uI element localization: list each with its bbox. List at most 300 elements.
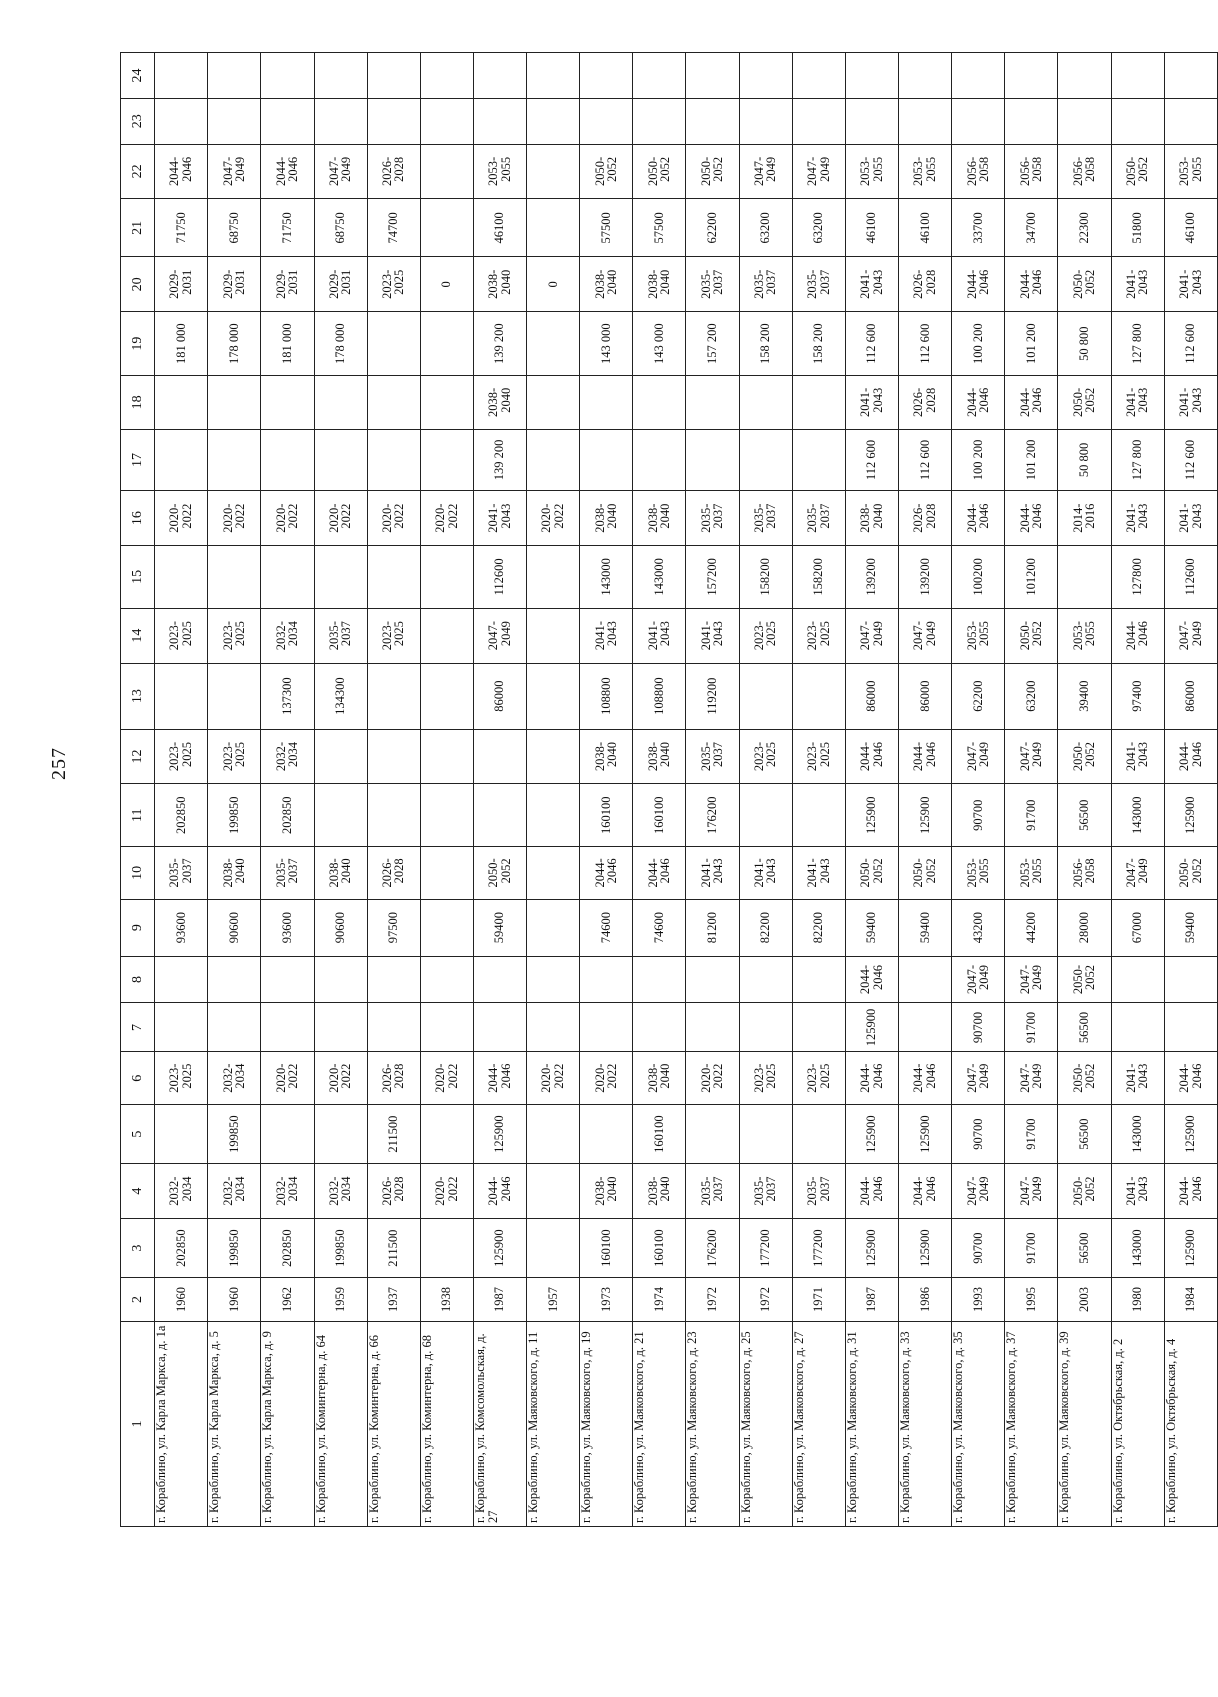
table-cell: 50 800 bbox=[1058, 312, 1111, 376]
year-range: 2026- 2028 bbox=[379, 1063, 407, 1093]
table-cell: 34700 bbox=[1005, 199, 1058, 257]
year-range: 2044- 2046 bbox=[858, 741, 885, 772]
table-cell: 93600 bbox=[261, 899, 314, 956]
table-cell bbox=[845, 1164, 898, 1219]
year-range: 2038- 2040 bbox=[220, 858, 248, 888]
table-cell bbox=[1111, 847, 1164, 899]
table-cell bbox=[1164, 257, 1217, 312]
table-row bbox=[899, 53, 952, 1527]
year-range: 2035- 2037 bbox=[698, 741, 726, 772]
year-range: 2038- 2040 bbox=[326, 858, 354, 888]
table-cell bbox=[473, 257, 526, 312]
table-cell bbox=[261, 608, 314, 663]
year-range: 2041- 2043 bbox=[1123, 1063, 1151, 1093]
year-range: 2014- 2016 bbox=[1070, 503, 1098, 533]
table-cell bbox=[1005, 257, 1058, 312]
table-cell bbox=[899, 729, 952, 784]
table-cell: 100 200 bbox=[952, 312, 1005, 376]
table-cell bbox=[686, 376, 739, 430]
address-cell: г. Кораблино, ул. Коминтерна, д. 66 bbox=[367, 1321, 420, 1526]
table-cell bbox=[420, 1219, 473, 1278]
year-range: 2041- 2043 bbox=[805, 858, 832, 888]
table-cell: 28000 bbox=[1058, 899, 1111, 956]
table-cell bbox=[792, 608, 845, 663]
column-header: 7 bbox=[121, 1003, 155, 1052]
year-range: 2044- 2046 bbox=[964, 387, 991, 417]
year-range: 2038- 2040 bbox=[645, 503, 673, 533]
table-cell bbox=[367, 98, 420, 144]
table-cell bbox=[899, 1164, 952, 1219]
table-cell bbox=[155, 608, 208, 663]
column-header: 19 bbox=[121, 312, 155, 376]
table-cell bbox=[633, 257, 686, 312]
table-cell: 33700 bbox=[952, 199, 1005, 257]
year-range: 2041- 2043 bbox=[645, 621, 673, 651]
column-header: 22 bbox=[121, 144, 155, 199]
table-row bbox=[686, 53, 739, 1527]
year-range: 2038- 2040 bbox=[486, 269, 513, 299]
year-range: 2047- 2049 bbox=[805, 156, 832, 186]
table-cell bbox=[261, 257, 314, 312]
table-cell bbox=[580, 1052, 633, 1104]
table-cell: 112 600 bbox=[899, 429, 952, 491]
table-cell bbox=[739, 491, 792, 546]
table-cell: 100200 bbox=[952, 546, 1005, 609]
table-row bbox=[792, 53, 845, 1527]
table-cell bbox=[1111, 53, 1164, 99]
year-range: 2035- 2037 bbox=[167, 858, 194, 888]
table-cell: 160100 bbox=[580, 1219, 633, 1278]
table-cell bbox=[792, 98, 845, 144]
table-cell bbox=[314, 1052, 367, 1104]
address-cell: г. Кораблино, ул. Маяковского, д. 11 bbox=[527, 1321, 580, 1526]
year-range: 2047- 2049 bbox=[1017, 1063, 1045, 1093]
year-range: 2026- 2028 bbox=[911, 503, 938, 533]
table-cell: 44200 bbox=[1005, 899, 1058, 956]
table-cell bbox=[155, 1003, 208, 1052]
table-cell bbox=[1164, 144, 1217, 199]
address-cell: г. Кораблино, ул. Маяковского, д. 35 bbox=[952, 1321, 1005, 1526]
table-cell bbox=[420, 491, 473, 546]
table-cell: 125900 bbox=[845, 784, 898, 847]
table-cell: 39400 bbox=[1058, 663, 1111, 729]
rotated-table-container bbox=[120, 52, 1218, 1527]
table-cell bbox=[155, 429, 208, 491]
table-cell bbox=[208, 491, 261, 546]
address-cell: г. Кораблино, ул. Маяковского, д. 31 bbox=[845, 1321, 898, 1526]
year-range: 2053- 2055 bbox=[1070, 621, 1098, 651]
table-cell bbox=[952, 98, 1005, 144]
table-cell bbox=[792, 144, 845, 199]
table-row bbox=[1005, 53, 1058, 1527]
table-cell bbox=[1164, 491, 1217, 546]
table-cell bbox=[952, 1052, 1005, 1104]
table-cell: 74600 bbox=[633, 899, 686, 956]
year-range: 2026- 2028 bbox=[911, 387, 938, 417]
table-cell: 59400 bbox=[473, 899, 526, 956]
table-cell bbox=[792, 1104, 845, 1163]
column-header: 18 bbox=[121, 376, 155, 430]
table-cell bbox=[580, 144, 633, 199]
table-cell bbox=[580, 491, 633, 546]
year-range: 2041- 2043 bbox=[592, 621, 620, 651]
table-cell: 158 200 bbox=[792, 312, 845, 376]
year-range: 2023- 2025 bbox=[805, 1063, 832, 1093]
year-range: 2038- 2040 bbox=[486, 387, 513, 417]
year-range: 2044- 2046 bbox=[486, 1176, 513, 1206]
table-cell: 74600 bbox=[580, 899, 633, 956]
year-range: 2056- 2058 bbox=[964, 156, 991, 186]
table-cell: 202850 bbox=[261, 1219, 314, 1278]
table-cell bbox=[792, 429, 845, 491]
table-cell bbox=[686, 729, 739, 784]
year-range: 2047- 2049 bbox=[1177, 621, 1204, 651]
table-cell: 125900 bbox=[899, 1219, 952, 1278]
column-header: 17 bbox=[121, 429, 155, 491]
table-cell bbox=[420, 429, 473, 491]
year-range: 2047- 2049 bbox=[911, 621, 938, 651]
table-cell: 56500 bbox=[1058, 784, 1111, 847]
year-range: 2044- 2046 bbox=[911, 1176, 938, 1206]
year-range: 2056- 2058 bbox=[1070, 858, 1098, 888]
table-cell bbox=[739, 663, 792, 729]
year-range: 2035- 2037 bbox=[805, 269, 832, 299]
table-cell bbox=[473, 53, 526, 99]
table-cell bbox=[845, 144, 898, 199]
table-cell bbox=[580, 847, 633, 899]
table-cell bbox=[208, 257, 261, 312]
table-cell bbox=[420, 956, 473, 1003]
table-cell: 139200 bbox=[899, 546, 952, 609]
table-cell: 112 600 bbox=[845, 429, 898, 491]
table-cell bbox=[899, 53, 952, 99]
year-range: 2023- 2025 bbox=[167, 1063, 194, 1093]
table-cell bbox=[527, 98, 580, 144]
table-cell: 157200 bbox=[686, 546, 739, 609]
year-range: 2041- 2043 bbox=[1177, 503, 1204, 533]
table-cell bbox=[845, 98, 898, 144]
table-cell bbox=[367, 53, 420, 99]
table-cell: 199850 bbox=[314, 1219, 367, 1278]
year-range: 2026- 2028 bbox=[379, 156, 407, 186]
table-cell bbox=[367, 608, 420, 663]
year-range: 2029- 2031 bbox=[167, 269, 194, 299]
table-cell bbox=[792, 956, 845, 1003]
table-cell bbox=[952, 144, 1005, 199]
table-cell bbox=[261, 956, 314, 1003]
year-range: 2041- 2043 bbox=[1123, 269, 1151, 299]
year-range: 2041- 2043 bbox=[1123, 387, 1151, 417]
column-header: 21 bbox=[121, 199, 155, 257]
year-range: 2053- 2055 bbox=[1017, 858, 1045, 888]
table-cell bbox=[633, 491, 686, 546]
table-cell: 90700 bbox=[952, 1003, 1005, 1052]
table-cell: 63200 bbox=[1005, 663, 1058, 729]
table-cell bbox=[1005, 729, 1058, 784]
table-cell bbox=[208, 729, 261, 784]
table-cell: 125900 bbox=[899, 1104, 952, 1163]
table-cell: 1937 bbox=[367, 1278, 420, 1321]
year-range: 2044- 2046 bbox=[911, 741, 938, 772]
table-cell bbox=[155, 144, 208, 199]
table-cell bbox=[261, 1164, 314, 1219]
table-cell bbox=[899, 608, 952, 663]
year-range: 2050- 2052 bbox=[1070, 269, 1098, 299]
year-range: 2050- 2052 bbox=[1177, 858, 1204, 888]
table-cell bbox=[367, 1003, 420, 1052]
table-header-row bbox=[121, 53, 155, 1527]
table-cell bbox=[208, 546, 261, 609]
table-cell bbox=[261, 729, 314, 784]
table-cell bbox=[1058, 491, 1111, 546]
table-cell bbox=[314, 376, 367, 430]
table-cell bbox=[1164, 847, 1217, 899]
table-cell bbox=[208, 956, 261, 1003]
table-cell: 57500 bbox=[633, 199, 686, 257]
table-cell: 143 000 bbox=[633, 312, 686, 376]
table-cell: 1938 bbox=[420, 1278, 473, 1321]
table-cell: 1984 bbox=[1164, 1278, 1217, 1321]
year-range: 2041- 2043 bbox=[1177, 387, 1204, 417]
table-cell bbox=[952, 729, 1005, 784]
table-cell: 59400 bbox=[899, 899, 952, 956]
year-range: 2038- 2040 bbox=[592, 1176, 620, 1206]
table-cell bbox=[1111, 1052, 1164, 1104]
year-range: 2047- 2049 bbox=[858, 621, 885, 651]
year-range: 2023- 2025 bbox=[751, 741, 779, 772]
table-cell: 1972 bbox=[686, 1278, 739, 1321]
table-cell bbox=[314, 608, 367, 663]
address-cell: г. Кораблино, ул. Маяковского, д. 27 bbox=[792, 1321, 845, 1526]
year-range: 2020- 2022 bbox=[326, 1063, 354, 1093]
table-cell: 56500 bbox=[1058, 1104, 1111, 1163]
table-cell bbox=[420, 1164, 473, 1219]
year-range: 2056- 2058 bbox=[1017, 156, 1045, 186]
table-cell bbox=[792, 847, 845, 899]
table-cell bbox=[1111, 608, 1164, 663]
table-cell bbox=[952, 53, 1005, 99]
table-row bbox=[1111, 53, 1164, 1527]
table-cell bbox=[792, 784, 845, 847]
table-cell: 86000 bbox=[899, 663, 952, 729]
table-cell: 57500 bbox=[580, 199, 633, 257]
table-cell bbox=[527, 376, 580, 430]
table-cell: 134300 bbox=[314, 663, 367, 729]
table-cell: 143000 bbox=[1111, 1104, 1164, 1163]
table-cell: 1957 bbox=[527, 1278, 580, 1321]
table-cell bbox=[155, 1052, 208, 1104]
table-cell bbox=[686, 98, 739, 144]
table-cell: 1995 bbox=[1005, 1278, 1058, 1321]
year-range: 2035- 2037 bbox=[751, 503, 779, 533]
table-cell: 91700 bbox=[1005, 784, 1058, 847]
table-cell bbox=[686, 144, 739, 199]
table-cell bbox=[473, 1164, 526, 1219]
year-range: 2020- 2022 bbox=[273, 503, 301, 533]
table-row bbox=[367, 53, 420, 1527]
year-range: 2023- 2025 bbox=[220, 741, 248, 772]
year-range: 2032- 2034 bbox=[273, 621, 301, 651]
year-range: 2023- 2025 bbox=[167, 741, 194, 772]
table-cell bbox=[527, 312, 580, 376]
table-cell bbox=[792, 1003, 845, 1052]
table-cell: 1971 bbox=[792, 1278, 845, 1321]
year-range: 2044- 2046 bbox=[911, 1063, 938, 1093]
year-range: 2044- 2046 bbox=[167, 156, 194, 186]
address-cell: г. Кораблино, ул. Коминтерна, д. 68 bbox=[420, 1321, 473, 1526]
table-cell bbox=[633, 1003, 686, 1052]
table-cell bbox=[845, 956, 898, 1003]
table-cell bbox=[1111, 1003, 1164, 1052]
year-range: 2050- 2052 bbox=[911, 858, 938, 888]
address-cell: г. Кораблино, ул. Маяковского, д. 37 bbox=[1005, 1321, 1058, 1526]
table-cell bbox=[1164, 729, 1217, 784]
year-range: 2032- 2034 bbox=[220, 1063, 248, 1093]
table-cell bbox=[1058, 53, 1111, 99]
year-range: 2038- 2040 bbox=[645, 1063, 673, 1093]
year-range: 2044- 2046 bbox=[964, 269, 991, 299]
year-range: 2023- 2025 bbox=[751, 621, 779, 651]
table-cell bbox=[367, 1052, 420, 1104]
table-cell bbox=[739, 847, 792, 899]
table-cell bbox=[155, 98, 208, 144]
table-cell bbox=[633, 144, 686, 199]
table-cell bbox=[899, 376, 952, 430]
table-cell bbox=[739, 1052, 792, 1104]
table-cell bbox=[208, 429, 261, 491]
table-cell: 158 200 bbox=[739, 312, 792, 376]
table-row bbox=[208, 53, 261, 1527]
year-range: 2026- 2028 bbox=[379, 858, 407, 888]
table-cell bbox=[580, 1104, 633, 1163]
table-cell bbox=[420, 1003, 473, 1052]
table-cell: 1959 bbox=[314, 1278, 367, 1321]
column-header: 14 bbox=[121, 608, 155, 663]
table-cell: 202850 bbox=[155, 784, 208, 847]
table-cell bbox=[314, 429, 367, 491]
table-cell: 43200 bbox=[952, 899, 1005, 956]
table-cell: 81200 bbox=[686, 899, 739, 956]
year-range: 2032- 2034 bbox=[167, 1176, 194, 1206]
year-range: 2041- 2043 bbox=[698, 858, 726, 888]
year-range: 2053- 2055 bbox=[1177, 156, 1204, 186]
table-cell bbox=[633, 98, 686, 144]
table-cell: 101 200 bbox=[1005, 312, 1058, 376]
table-cell: 22300 bbox=[1058, 199, 1111, 257]
address-cell: г. Кораблино, ул. Маяковского, д. 25 bbox=[739, 1321, 792, 1526]
table-cell bbox=[580, 1164, 633, 1219]
address-cell: г. Кораблино, ул. Карла Маркса, д. 1а bbox=[155, 1321, 208, 1526]
table-cell: 177200 bbox=[792, 1219, 845, 1278]
year-range: 2032- 2034 bbox=[326, 1176, 354, 1206]
year-range: 2035- 2037 bbox=[698, 503, 726, 533]
table-cell bbox=[739, 608, 792, 663]
table-cell bbox=[367, 784, 420, 847]
table-row bbox=[1164, 53, 1217, 1527]
year-range: 2041- 2043 bbox=[858, 269, 885, 299]
table-cell: 108800 bbox=[633, 663, 686, 729]
table-cell: 112600 bbox=[473, 546, 526, 609]
table-cell: 56500 bbox=[1058, 1003, 1111, 1052]
table-cell bbox=[314, 546, 367, 609]
year-range: 2038- 2040 bbox=[645, 269, 673, 299]
table-cell bbox=[1111, 144, 1164, 199]
table-cell: 202850 bbox=[155, 1219, 208, 1278]
year-range: 2023- 2025 bbox=[379, 621, 407, 651]
table-cell bbox=[473, 491, 526, 546]
year-range: 2047- 2049 bbox=[220, 156, 248, 186]
table-cell bbox=[261, 144, 314, 199]
table-cell: 1986 bbox=[899, 1278, 952, 1321]
table-cell bbox=[420, 729, 473, 784]
table-cell bbox=[527, 53, 580, 99]
table-cell bbox=[1058, 376, 1111, 430]
table-cell bbox=[739, 98, 792, 144]
table-cell: 46100 bbox=[845, 199, 898, 257]
table-cell bbox=[1111, 257, 1164, 312]
table-cell bbox=[473, 1003, 526, 1052]
table-cell bbox=[633, 429, 686, 491]
table-cell bbox=[261, 376, 314, 430]
table-cell bbox=[1058, 98, 1111, 144]
table-cell bbox=[367, 847, 420, 899]
table-cell: 74700 bbox=[367, 199, 420, 257]
table-cell bbox=[845, 491, 898, 546]
table-cell: 108800 bbox=[580, 663, 633, 729]
table-cell: 50 800 bbox=[1058, 429, 1111, 491]
year-range: 2050- 2052 bbox=[645, 156, 673, 186]
table-cell bbox=[899, 98, 952, 144]
table-cell bbox=[314, 729, 367, 784]
year-range: 2023- 2025 bbox=[167, 621, 194, 651]
table-cell: 68750 bbox=[314, 199, 367, 257]
year-range: 2023- 2025 bbox=[805, 621, 832, 651]
table-cell bbox=[155, 729, 208, 784]
table-cell bbox=[686, 429, 739, 491]
table-cell: 143000 bbox=[580, 546, 633, 609]
year-range: 2020- 2022 bbox=[433, 503, 460, 533]
year-range: 2023- 2025 bbox=[805, 741, 832, 772]
table-cell: 119200 bbox=[686, 663, 739, 729]
table-cell bbox=[686, 1164, 739, 1219]
year-range: 2047- 2049 bbox=[486, 621, 513, 651]
year-range: 2044- 2046 bbox=[1177, 1176, 1204, 1206]
table-cell bbox=[739, 376, 792, 430]
address-cell: г. Кораблино, ул. Октябрьская, д. 4 bbox=[1164, 1321, 1217, 1526]
table-cell bbox=[261, 98, 314, 144]
table-cell bbox=[155, 1164, 208, 1219]
table-cell: 63200 bbox=[739, 199, 792, 257]
table-cell bbox=[367, 376, 420, 430]
year-range: 2044- 2046 bbox=[273, 156, 301, 186]
table-cell: 199850 bbox=[208, 1219, 261, 1278]
table-cell bbox=[527, 608, 580, 663]
table-cell: 160100 bbox=[633, 1219, 686, 1278]
table-cell bbox=[527, 899, 580, 956]
table-cell bbox=[792, 53, 845, 99]
table-cell bbox=[739, 784, 792, 847]
table-cell bbox=[1058, 1164, 1111, 1219]
year-range: 2044- 2046 bbox=[858, 1063, 885, 1093]
column-header: 6 bbox=[121, 1052, 155, 1104]
table-row bbox=[261, 53, 314, 1527]
table-cell bbox=[952, 847, 1005, 899]
address-cell: г. Кораблино, ул. Маяковского, д. 23 bbox=[686, 1321, 739, 1526]
table-cell bbox=[580, 376, 633, 430]
table-row bbox=[952, 53, 1005, 1527]
table-cell: 1993 bbox=[952, 1278, 1005, 1321]
table-cell bbox=[208, 608, 261, 663]
